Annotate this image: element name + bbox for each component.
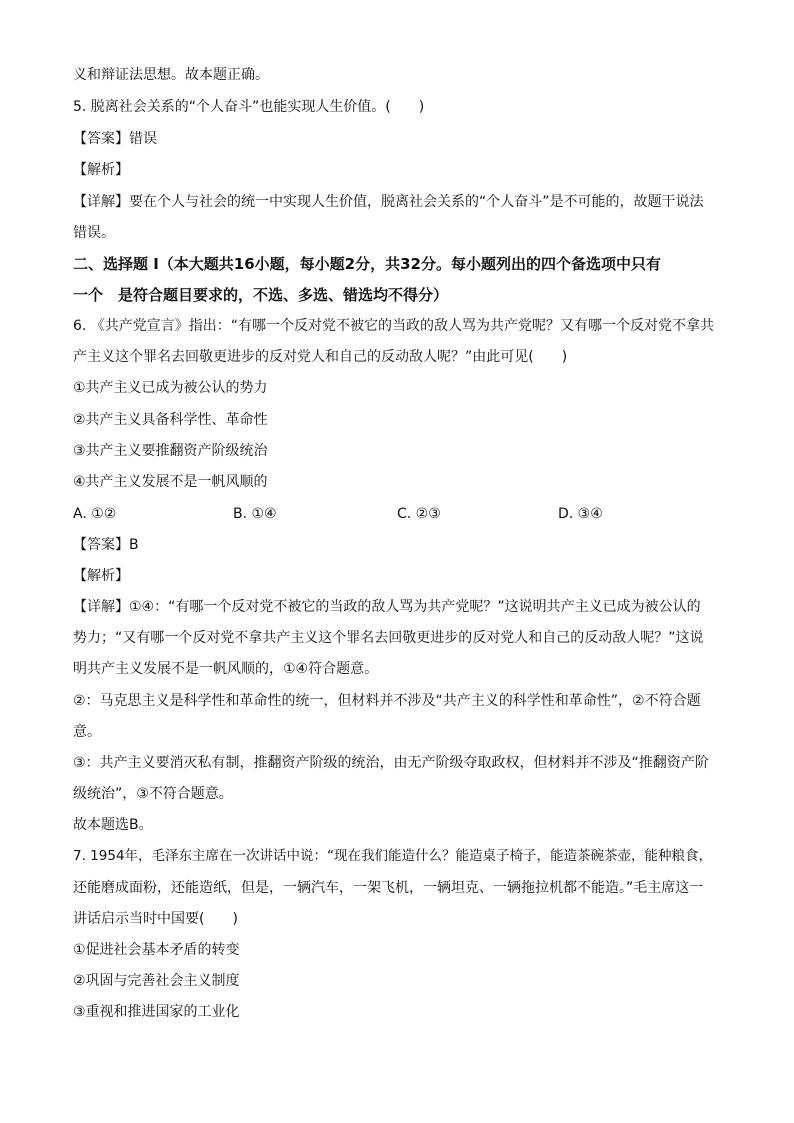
detail-text: 【详解】①④：“有哪一个反对党不被它的当政的敌人骂为共产党呢？”这说明共产主义已成为被公认的 bbox=[73, 599, 701, 615]
analysis-label: 【解析】 bbox=[73, 568, 129, 584]
section-heading: 二、选择题 I（本大题共16小题，每小题2分，共32分。每小题列出的四个备选项中只有 bbox=[73, 255, 661, 273]
analysis-label: 【解析】 bbox=[73, 162, 129, 178]
question-6: 产主义这个罪名去回敬更进步的反对党人和自己的反动敌人呢？”由此可见( ) bbox=[73, 349, 568, 365]
question-6: 6. 《共产党宣言》指出：“有哪一个反对党不被它的当政的敌人骂为共产党呢？又有哪一个反对党不拿共 bbox=[73, 318, 715, 334]
statement-4: ④共产主义发展不是一帆风顺的 bbox=[73, 474, 268, 490]
detail-text: 错误。 bbox=[73, 225, 115, 241]
question-5: 5. 脱离社会关系的“个人奋斗”也能实现人生价值。( ) bbox=[73, 99, 425, 115]
statement-1: ①促进社会基本矛盾的转变 bbox=[73, 942, 240, 958]
detail-text: 【详解】要在个人与社会的统一中实现人生价值，脱离社会关系的“个人奋斗”是不可能的，故题干说法 bbox=[73, 194, 704, 210]
detail-text: ③：共产主义要消灭私有制，推翻资产阶级的统治，由无产阶级夺取政权，但材料并不涉及“推翻资产阶 bbox=[73, 755, 709, 771]
statement-2: ②共产主义具备科学性、革命性 bbox=[73, 412, 268, 428]
statement-3: ③重视和推进国家的工业化 bbox=[73, 1004, 240, 1020]
detail-text: 明共产主义发展不是一帆风顺的，①④符合题意。 bbox=[73, 661, 379, 677]
detail-text: 意。 bbox=[73, 724, 101, 740]
option-a: A. ①② bbox=[73, 506, 117, 522]
statement-2: ②巩固与完善社会主义制度 bbox=[73, 973, 240, 989]
answer-label: 【答案】错误 bbox=[73, 131, 157, 147]
question-7: 7. 1954年，毛泽东主席在一次讲话中说：“现在我们能造什么？能造桌子椅子，能造茶碗茶壶，能种粮食， bbox=[73, 848, 713, 864]
answer-label: 【答案】B bbox=[73, 537, 139, 553]
section-heading: 一个 是符合题目要求的，不选、多选、错选均不得分） bbox=[73, 286, 449, 304]
option-b: B. ①④ bbox=[233, 506, 277, 522]
detail-text: 势力；“又有哪一个反对党不拿共产主义这个罪名去回敬更进步的反对党人和自己的反动敌人呢？”这说 bbox=[73, 630, 704, 646]
statement-3: ③共产主义要推翻资产阶级统治 bbox=[73, 443, 268, 459]
conclusion-text: 故本题选B。 bbox=[73, 817, 153, 833]
detail-text: 级统治”，③不符合题意。 bbox=[73, 786, 233, 802]
option-c: C. ②③ bbox=[397, 506, 441, 522]
statement-1: ①共产主义已成为被公认的势力 bbox=[73, 380, 268, 396]
detail-text: ②：马克思主义是科学性和革命性的统一，但材料并不涉及“共产主义的科学性和革命性”，②不符合题 bbox=[73, 693, 701, 709]
option-d: D. ③④ bbox=[558, 506, 603, 522]
text-line: 义和辩证法思想。故本题正确。 bbox=[73, 67, 269, 83]
question-7: 讲话启示当时中国要( ) bbox=[73, 911, 238, 927]
question-7: 还能磨成面粉，还能造纸，但是，一辆汽车，一架飞机，一辆坦克、一辆拖拉机都不能造。”毛主席这一 bbox=[73, 880, 704, 896]
